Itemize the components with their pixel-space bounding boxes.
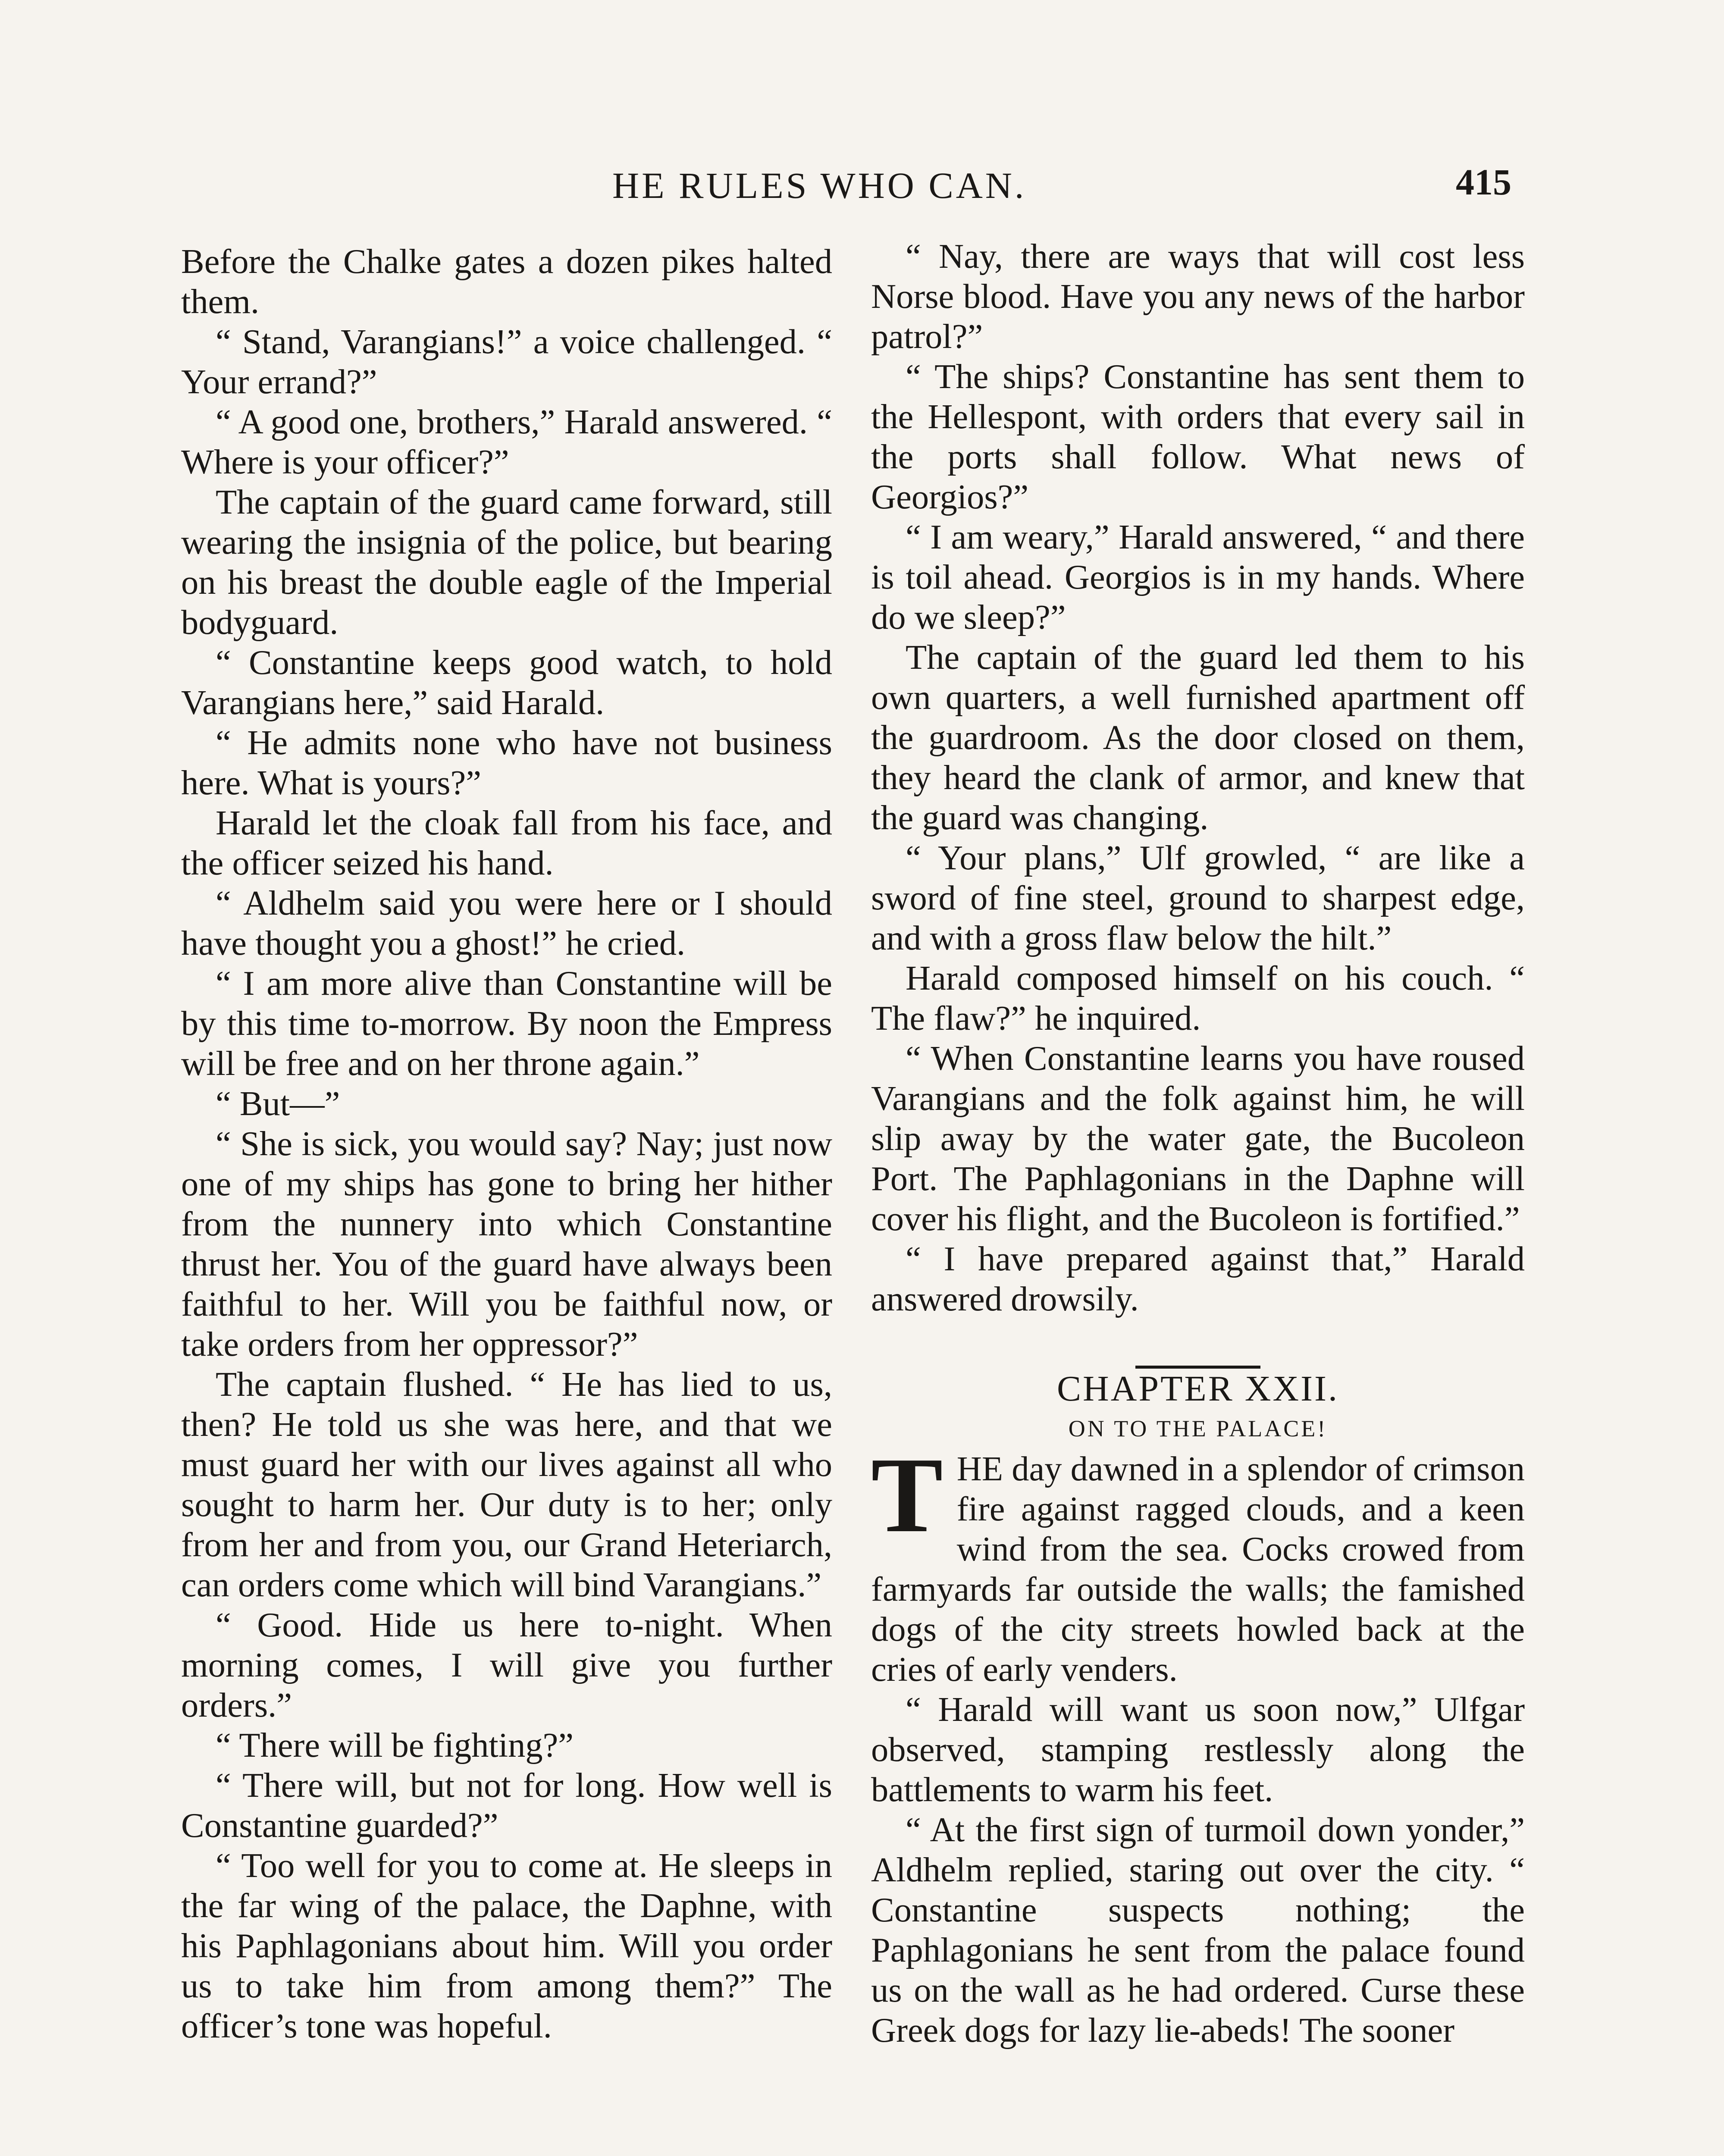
page-number: 415 <box>1456 161 1511 203</box>
paragraph: “ Too well for you to come at. He sleeps in the far wing of the palace, the Daphne, with his Paphlagonians about him. Will you order us to take him from among them?” The officer’s tone was hopeful. <box>181 1846 832 2045</box>
section-divider <box>1135 1366 1260 1369</box>
paragraph: “ Nay, there are ways that will cost less Norse blood. Have you any news of the harbor patrol?” <box>871 237 1525 356</box>
chapter-first-paragraph <box>871 1435 1525 1689</box>
paragraph: “ Good. Hide us here to-night. When morning comes, I will give you further orders.” <box>181 1606 832 1724</box>
paragraph: “ There will, but not for long. How well is Constantine guarded?” <box>181 1766 832 1845</box>
paragraph: “ She is sick, you would say? Nay; just now one of my ships has gone to bring her hither from the nunnery into which Constantine thrust her. You of the guard have always been faithful to her. Will you be faithful now, or take orders from her oppressor?” <box>181 1125 832 1363</box>
paragraph: Harald let the cloak fall from his face, and the officer seized his hand. <box>181 804 832 882</box>
paragraph: “ Aldhelm said you were here or I should have thought you a ghost!” he cried. <box>181 884 832 962</box>
running-head: HE RULES WHO CAN. <box>612 165 1027 206</box>
paragraph: “ He admits none who have not business here. What is yours?” <box>181 724 832 802</box>
paragraph: Before the Chalke gates a dozen pikes halted them. <box>181 242 832 321</box>
paragraph: “ Your plans,” Ulf growled, “ are like a sword of fine steel, ground to sharpest edge, and with a gross flaw below the hilt.” <box>871 839 1525 957</box>
paragraph: “ There will be fighting?” <box>216 1726 574 1764</box>
paragraph: The captain of the guard came forward, still wearing the insignia of the police, but bearing on his breast the double eagle of the Imperial bodyguard. <box>181 483 832 642</box>
paragraph: “ Harald will want us soon now,” Ulfgar observed, stamping restlessly along the battlements to warm his feet. <box>871 1690 1525 1809</box>
paragraph: The captain of the guard led them to his own quarters, a well furnished apartment off the guardroom. As the door closed on them, they heard the clank of armor, and knew that the guard was changing. <box>871 638 1525 837</box>
left-column <box>181 241 832 2046</box>
paragraph: “ At the first sign of turmoil down yonder,” Aldhelm replied, staring out over the city. “ Constantine suspects nothing; the Paphlagonians he sent from the palace found us on the wall as he had ordered. Curse these Greek dogs for lazy lie-abeds! The sooner <box>871 1811 1525 2049</box>
paragraph: “ The ships? Constantine has sent them to the Hellespont, with orders that every sail in the ports shall follow. What news of Georgios?” <box>871 357 1525 516</box>
chapter-title: CHAPTER XXII. <box>1057 1369 1339 1409</box>
paragraph: “ I have prepared against that,” Harald answered drowsily. <box>871 1240 1525 1318</box>
paragraph: “ Constantine keeps good watch, to hold Varangians here,” said Harald. <box>181 643 832 722</box>
right-column <box>871 236 1525 2050</box>
paragraph: “ But—” <box>216 1084 340 1123</box>
paragraph: “ When Constantine learns you have roused Varangians and the folk against him, he will slip away by the water gate, the Bucoleon Port. The Paphlagonians in the Daphne will cover his flight, and the Bucoleon is fortified.” <box>871 1039 1525 1238</box>
paragraph: “ Stand, Varangians!” a voice challenged. “ Your errand?” <box>181 323 832 401</box>
drop-cap: T <box>871 1435 943 1555</box>
paragraph: The captain flushed. “ He has lied to us, then? He told us she was here, and that we must guard her with our lives against all who sought to harm her. Our duty is to her; only from her and from you, our Grand Heteriarch, can orders come which will bind Varangians.” <box>181 1365 832 1604</box>
first-paragraph-text: HE day dawned in a splendor of crimson fire against ragged clouds, and a keen wind from the sea. Cocks crowed from farmyards far outside the walls; the famished dogs of the city streets howled back at the cries of early venders. <box>871 1450 1525 1689</box>
paragraph: “ I am more alive than Constantine will be by this time to-morrow. By noon the Empress will be free and on her throne again.” <box>181 964 832 1083</box>
paragraph: Harald composed himself on his couch. “ The flaw?” he inquired. <box>871 959 1525 1037</box>
paragraph: “ I am weary,” Harald answered, “ and there is toil ahead. Georgios is in my hands. Where do we sleep?” <box>871 518 1525 636</box>
chapter-subtitle: ON TO THE PALACE! <box>1068 1416 1328 1442</box>
paragraph: “ A good one, brothers,” Harald answered. “ Where is your officer?” <box>181 403 832 481</box>
